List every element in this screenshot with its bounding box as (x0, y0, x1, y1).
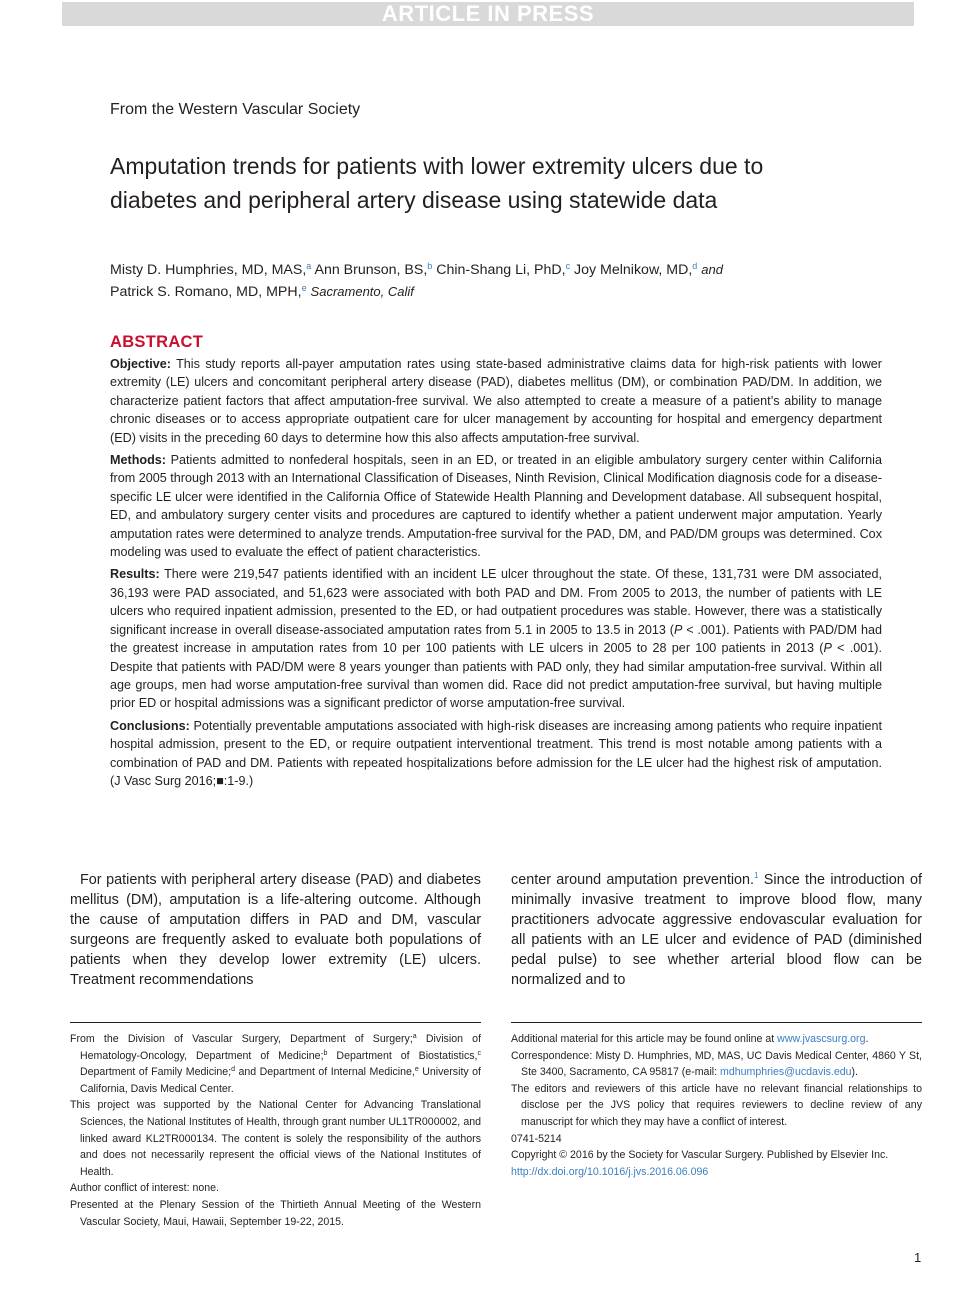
abstract-section-text: Patients admitted to nonfederal hospitals, seen in an ED, or treated in an eligible ambulatory surgery center within California from 2005 through 2013 with an International Classification of Diseases, Ninth Revision, Clinical Modification diagnosis code for a disease-specific LE ulcer were identified in the California Office of Statewide Health Planning and Development database. All subsequent hospital, ED, and ambulatory surgery center visits and procedures are captured to identify whether a patient underwent major amputation. Yearly amputation rates were determined to analyze trends. Amputation-free survival for the PAD, DM, and PAD/DM groups was determined. Cox modeling was used to evaluate the effect of patient characteristics. (110, 453, 882, 560)
footnote-doi (511, 1164, 922, 1181)
affiliation-marker[interactable]: e (301, 283, 307, 293)
footnote-text: Correspondence: Misty D. Humphries, MD, MAS, UC Davis Medical Center, 4860 Y St, Ste 3400, Sacramento, CA 95817 (e-mail: (511, 1049, 922, 1079)
author-conjunction: and (701, 262, 723, 277)
footnote-presented: Presented at the Plenary Session of the Thirtieth Annual Meeting of the Western Vascular Society, Maui, Hawaii, September 19-22, 2015. (70, 1198, 481, 1228)
footnote-divider-left (70, 1022, 481, 1023)
abstract-section-text: < .001). Despite that patients with PAD/DM were 8 years younger than patients with PAD only, they had similar amputation-free survival. Within all age groups, men had worse amputation-free survival than women did. Race did not predict amputation-free survival, but having multiple prior ED or hospital admissions was a significant predictor of worse amputation-free survival. (110, 641, 883, 711)
abstract-section-text: Potentially preventable amputations associated with high-risk diseases are increasing among patients who require inpatient hospital admission, present to the ED, or require outpatient interventional treatment. This trend is most notable among patients with a combination of PAD and DM. Patients with repeated hospitalizations before admission for the LE ulcer had the highest risk of amputation. (J Vasc Surg 2016;■:1-9.) (110, 718, 883, 788)
body-paragraph (511, 870, 922, 990)
affiliation-marker[interactable]: b (427, 261, 433, 271)
footnotes-right (511, 1031, 922, 1180)
footnote-text: Department of Biostatistics, (327, 1049, 478, 1062)
body-text: center around amputation prevention. (511, 872, 755, 888)
footnote-text: From the Division of Vascular Surgery, Department of Surgery; (70, 1033, 413, 1045)
abstract-section-text: There were 219,547 patients identified with an incident LE ulcer throughout the state. Of these, 131,731 were DM associated, 36,193 were PAD associated, and 51,623 were associated with both PAD and DM. From 2005 to 2013, the number of patients with LE ulcers who required inpatient admission, presented to the ED, or had outpatient procedures was stable. However, there was a statistically significant increase in overall disease-associated amputation rates from 5.1 in 2005 to 13.5 in 2013 ( (110, 567, 882, 637)
doi-link[interactable]: http://dx.doi.org/10.1016/j.jvs.2016.06.096 (511, 1165, 709, 1178)
society-label: From the Western Vascular Society (110, 101, 361, 118)
abstract-section-label: Conclusions: (110, 718, 190, 733)
footnote-text: University of California, Davis Medical Center. (80, 1066, 481, 1095)
author-list (110, 259, 870, 303)
author-name: Chin-Shang Li, PhD, (436, 262, 566, 278)
body-column-right (511, 870, 922, 990)
footnote-conflict: Author conflict of interest: none. (70, 1182, 219, 1195)
author-location: Sacramento, Calif (310, 284, 414, 299)
abstract-section-label: Results: (110, 567, 160, 582)
footnote-divider-right (511, 1022, 922, 1023)
abstract-objective (110, 355, 882, 447)
abstract-section-text: < .001). Patients with PAD/DM had the greatest increase in amputation rates from 10 per 100 patients with LE ulcers in 2005 to 28 per 100 patients in 2013 ( (110, 622, 882, 656)
body-paragraph: For patients with peripheral artery disease (PAD) and diabetes mellitus (DM), amputation is a life-altering outcome. Although the cause of amputation differs in PAD and DM, vascular surgeons are frequently asked to evaluate both populations of patients when they develop lower extremity (LE) ulcers. Treatment recommendations (70, 872, 481, 988)
body-column-left (70, 870, 481, 990)
affiliation-marker[interactable]: a (306, 261, 312, 271)
abstract-body (110, 355, 882, 794)
abstract-conclusions (110, 717, 882, 791)
abstract-section-label: Objective: (110, 357, 171, 371)
affiliation-marker: d (231, 1066, 235, 1074)
journal-website-link[interactable]: www.jvascsurg.org (777, 1033, 866, 1045)
affiliation-marker: b (323, 1049, 328, 1057)
affiliation-marker[interactable]: c (565, 261, 571, 271)
article-in-press-banner (62, 2, 914, 26)
footnote-text: ). (851, 1066, 859, 1079)
abstract-section-text: This study reports all-payer amputation rates using state-based administrative claims data for high-risk patients with lower extremity (LE) ulcers and concomitant peripheral artery disease (PAD), diabetes mellitus (DM), or combination PAD/DM. In addition, we characterize patient factors that affect amputation-free survival. We also attempted to create a measure of a patient’s ability to manage chronic diseases or to access appropriate outpatient care for ulcer management by accounting for hospital and emergency department (ED) visits in the preceding 60 days to determine how this also affects amputation-free survival. (110, 357, 882, 445)
footnote-correspondence (511, 1048, 922, 1081)
footnote-text: . (865, 1033, 869, 1045)
footnote-text: Division of Hematology-Oncology, Department of Medicine; (80, 1033, 482, 1062)
author-name: Ann Brunson, BS, (314, 262, 428, 278)
footnote-text: and Department of Internal Medicine, (235, 1066, 415, 1079)
footnote-editors: The editors and reviewers of this article have no relevant financial relationships to disclose per the JVS policy that requires reviewers to decline review of any manuscript for which they may have a conflict of interest. (511, 1082, 922, 1128)
affiliation-marker: c (477, 1049, 481, 1057)
affiliation-marker: e (414, 1066, 419, 1074)
body-text: Since the introduction of minimally invasive treatment to improve blood flow, many practitioners advocate aggressive endovascular evaluation for all patients with an LE ulcer and evidence of PAD (diminished pedal pulse) to see whether arterial blood flow can be normalized and to (511, 872, 923, 988)
author-name: Misty D. Humphries, MD, MAS, (110, 262, 307, 278)
p-value-symbol: P (823, 641, 832, 656)
abstract-section-label: Methods: (110, 453, 166, 468)
email-link[interactable]: mdhumphries@ucdavis.edu (720, 1066, 852, 1079)
footnote-affiliations (70, 1031, 481, 1097)
footnote-copyright: Copyright © 2016 by the Society for Vascular Surgery. Published by Elsevier Inc. (511, 1149, 889, 1162)
footnote-text: Additional material for this article may be found online at (511, 1033, 778, 1045)
citation-link[interactable]: 1 (754, 871, 759, 880)
footnote-additional (511, 1031, 922, 1048)
author-name: Patrick S. Romano, MD, MPH, (110, 284, 302, 300)
footnotes-left (70, 1031, 481, 1230)
abstract-heading: ABSTRACT (110, 333, 204, 351)
abstract-results (110, 565, 882, 712)
footnote-support: This project was supported by the National Center for Advancing Translational Sciences, the National Institutes of Health, through grant number UL1TR000002, and linked award KL2TR000134. The content is solely the responsibility of the authors and does not necessarily represent the official views of the National Institutes of Health. (70, 1099, 481, 1178)
abstract-methods (110, 451, 882, 561)
footnote-text: Department of Family Medicine; (80, 1066, 232, 1079)
p-value-symbol: P (673, 622, 683, 637)
footnote-issn: 0741-5214 (511, 1132, 562, 1145)
banner-text: ARTICLE IN PRESS (381, 1, 595, 26)
author-name: Joy Melnikow, MD, (574, 262, 693, 278)
page-number: 1 (914, 1250, 922, 1265)
article-title: Amputation trends for patients with lower extremity ulcers due to diabetes and peripheral artery disease using statewide data (110, 153, 764, 213)
affiliation-marker: a (412, 1033, 417, 1040)
affiliation-marker[interactable]: d (692, 261, 698, 271)
